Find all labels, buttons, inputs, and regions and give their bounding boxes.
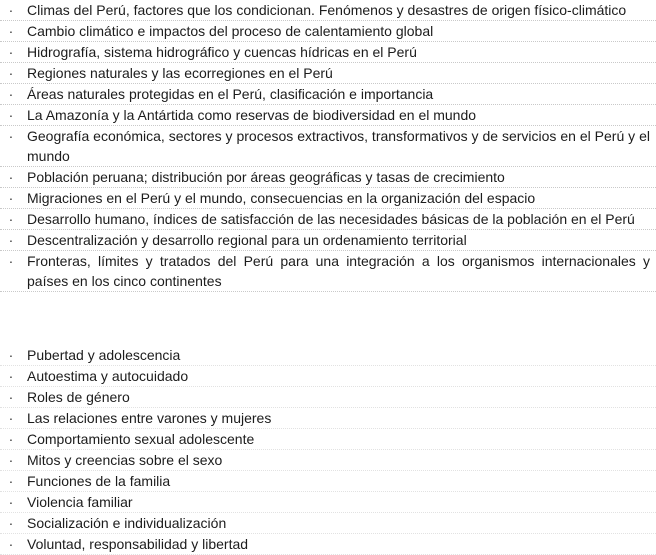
list-item <box>0 230 656 251</box>
bullet-icon: · <box>8 107 14 123</box>
bullet-icon: · <box>8 65 14 81</box>
list-item <box>0 209 656 230</box>
list-item <box>0 251 656 292</box>
list-item-text: Climas del Perú, factores que los condicionan. Fenómenos y desastres de origen físico-climático <box>27 2 627 18</box>
list-item <box>0 492 656 513</box>
list-item <box>0 188 656 209</box>
list-item <box>0 534 656 555</box>
list-item-text: Población peruana; distribución por áreas geográficas y tasas de crecimiento <box>27 169 505 185</box>
list-item-text: Cambio climático e impactos del proceso de calentamiento global <box>27 23 434 39</box>
list-item <box>0 450 656 471</box>
bullet-icon: · <box>8 389 14 405</box>
bullet-icon: · <box>8 494 14 510</box>
list-item <box>0 42 656 63</box>
list-item-text: Pubertad y adolescencia <box>27 347 181 363</box>
list-item-text: Socialización e individualización <box>27 515 227 531</box>
bullet-icon: · <box>8 2 14 18</box>
list-item <box>0 63 656 84</box>
list-item-text: Descentralización y desarrollo regional para un ordenamiento territorial <box>27 232 467 248</box>
bullet-icon: · <box>8 190 14 206</box>
list-item-text: Migraciones en el Perú y el mundo, consecuencias en la organización del espacio <box>27 190 536 206</box>
list-item-text: Comportamiento sexual adolescente <box>27 431 255 447</box>
bullet-icon: · <box>8 515 14 531</box>
list-item <box>0 345 656 366</box>
list-item <box>0 471 656 492</box>
list-item-text: Áreas naturales protegidas en el Perú, clasificación e importancia <box>27 86 434 102</box>
list-item <box>0 513 656 534</box>
list-item-text: Regiones naturales y las ecorregiones en el Perú <box>27 65 333 81</box>
list-item-text: Geografía económica, sectores y procesos extractivos, transformativos y de servicios en el Perú y el mundo <box>27 128 650 164</box>
list-item <box>0 0 656 21</box>
list-item <box>0 429 656 450</box>
list-item <box>0 84 656 105</box>
list-item-text: Roles de género <box>27 389 130 405</box>
list-item-text: Hidrografía, sistema hidrográfico y cuencas hídricas en el Perú <box>27 44 417 60</box>
bullet-icon: · <box>8 473 14 489</box>
bullet-icon: · <box>8 128 14 144</box>
bullet-icon: · <box>8 169 14 185</box>
list-item-text: Fronteras, límites y tratados del Perú para una integración a los organismos internacionales y países en los cinco continentes <box>27 253 650 289</box>
list-item-text: Autoestima y autocuidado <box>27 368 189 384</box>
bullet-icon: · <box>8 86 14 102</box>
bullet-icon: · <box>8 211 14 227</box>
list-item-text: La Amazonía y la Antártida como reservas de biodiversidad en el mundo <box>27 107 477 123</box>
list-item <box>0 167 656 188</box>
list-item-text: Mitos y creencias sobre el sexo <box>27 452 223 468</box>
bullet-icon: · <box>8 347 14 363</box>
bullet-icon: · <box>8 452 14 468</box>
bullet-icon: · <box>8 44 14 60</box>
bullet-icon: · <box>8 232 14 248</box>
list-item-text: Funciones de la familia <box>27 473 171 489</box>
list-item <box>0 126 656 167</box>
list-item <box>0 105 656 126</box>
list-item <box>0 387 656 408</box>
bullet-icon: · <box>8 253 14 269</box>
bullet-icon: · <box>8 410 14 426</box>
bullet-icon: · <box>8 23 14 39</box>
bullet-icon: · <box>8 536 14 552</box>
bullet-icon: · <box>8 368 14 384</box>
list-item <box>0 21 656 42</box>
topic-list-personal-development <box>0 345 656 555</box>
list-item-text: Violencia familiar <box>27 494 133 510</box>
list-item-text: Las relaciones entre varones y mujeres <box>27 410 272 426</box>
list-item <box>0 366 656 387</box>
list-item-text: Desarrollo humano, índices de satisfacción de las necesidades básicas de la población en el Perú <box>27 211 635 227</box>
list-item <box>0 408 656 429</box>
bullet-icon: · <box>8 431 14 447</box>
list-item-text: Voluntad, responsabilidad y libertad <box>27 536 249 552</box>
